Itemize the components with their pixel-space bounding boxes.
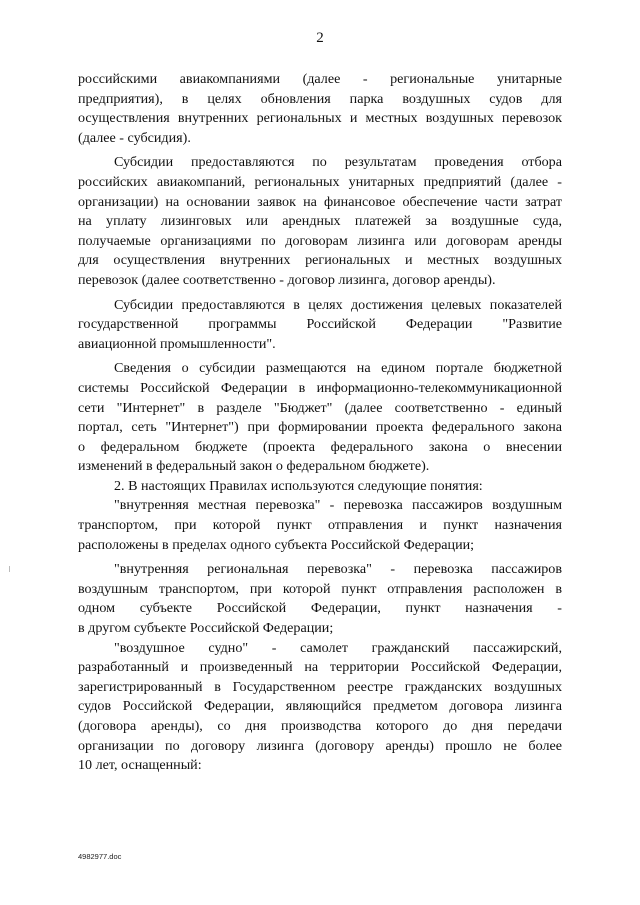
- text-line: для осуществления внутренних региональных и местных воздушных: [78, 252, 562, 269]
- text-line: Сведения о субсидии размещаются на едином портале бюджетной: [114, 360, 562, 377]
- text-line: "внутренняя региональная перевозка" - перевозка пассажиров: [114, 561, 562, 578]
- text-line: системы Российской Федерации в информационно-телекоммуникационной: [78, 379, 562, 396]
- text-line: предприятия), в целях обновления парка воздушных судов для: [78, 90, 562, 107]
- text-line: разработанный и произведенный на территории Российской Федерации,: [78, 659, 562, 676]
- paragraph-8: [78, 639, 562, 776]
- text-line: одном субъекте Российской Федерации, пункт назначения -: [78, 600, 562, 617]
- text-line: "воздушное судно" - самолет гражданский пассажирский,: [114, 639, 562, 656]
- text-line: перевозок (далее соответственно - договор лизинга, договор аренды).: [78, 271, 496, 288]
- paragraph-3: [78, 296, 562, 355]
- text-line: российских авиакомпаний, региональных унитарных предприятий (далее -: [78, 173, 562, 190]
- text-line: осуществления внутренних региональных и местных воздушных перевозок: [78, 110, 562, 127]
- text-line: изменений в федеральный закон о федеральном бюджете).: [78, 458, 430, 475]
- text-line: 2. В настоящих Правилах используются следующие понятия:: [114, 477, 483, 494]
- text-line: Субсидии предоставляются по результатам проведения отбора: [114, 154, 562, 171]
- paragraph-5: [78, 477, 562, 497]
- page-number: 2: [316, 30, 324, 46]
- paragraph-2: [78, 153, 562, 290]
- text-line: организации по договору лизинга (договору аренды) прошло не более: [78, 737, 562, 754]
- text-line: судов Российской Федерации, являющийся предметом договора лизинга: [78, 698, 562, 715]
- text-line: (далее - субсидия).: [78, 129, 191, 146]
- text-line: расположены в пределах одного субъекта Российской Федерации;: [78, 536, 475, 553]
- text-line: зарегистрированный в Государственном реестре гражданских воздушных: [78, 678, 562, 695]
- text-line: на уплату лизинговых или арендных платежей за воздушные суда,: [78, 213, 562, 230]
- text-line: в другом субъекте Российской Федерации;: [78, 620, 334, 637]
- text-line: 10 лет, оснащенный:: [78, 757, 202, 774]
- text-line: российскими авиакомпаниями (далее - региональные унитарные: [78, 71, 562, 87]
- paragraph-6: [78, 496, 562, 555]
- footer-filename: 4982977.doc: [78, 852, 122, 861]
- text-line: авиационной промышленности".: [78, 335, 276, 352]
- text-line: получаемые организациями по договорам лизинга или договорам аренды: [78, 232, 562, 249]
- document-body: [78, 70, 562, 776]
- paragraph-7: [78, 560, 562, 638]
- margin-mark: [9, 566, 10, 572]
- text-line: портал, сеть "Интернет") при формировании проекта федерального закона: [78, 419, 562, 436]
- text-line: "внутренняя местная перевозка" - перевозка пассажиров воздушным: [114, 497, 562, 514]
- paragraph-4: [78, 359, 562, 477]
- text-line: сети "Интернет" в разделе "Бюджет" (далее соответственно - единый: [78, 399, 562, 416]
- text-line: о федеральном бюджете (проекта федерального закона о внесении: [78, 438, 562, 455]
- text-line: организации) на основании заявок на финансовое обеспечение части затрат: [78, 193, 562, 210]
- text-line: Субсидии предоставляются в целях достижения целевых показателей: [114, 296, 562, 313]
- paragraph-1: [78, 70, 562, 148]
- text-line: транспортом, при которой пункт отправления и пункт назначения: [78, 517, 562, 534]
- text-line: воздушным транспортом, при которой пункт отправления расположен в: [78, 580, 562, 597]
- text-line: (договора аренды), со дня производства которого до дня передачи: [78, 718, 562, 734]
- text-line: государственной программы Российской Федерации "Развитие: [78, 316, 562, 333]
